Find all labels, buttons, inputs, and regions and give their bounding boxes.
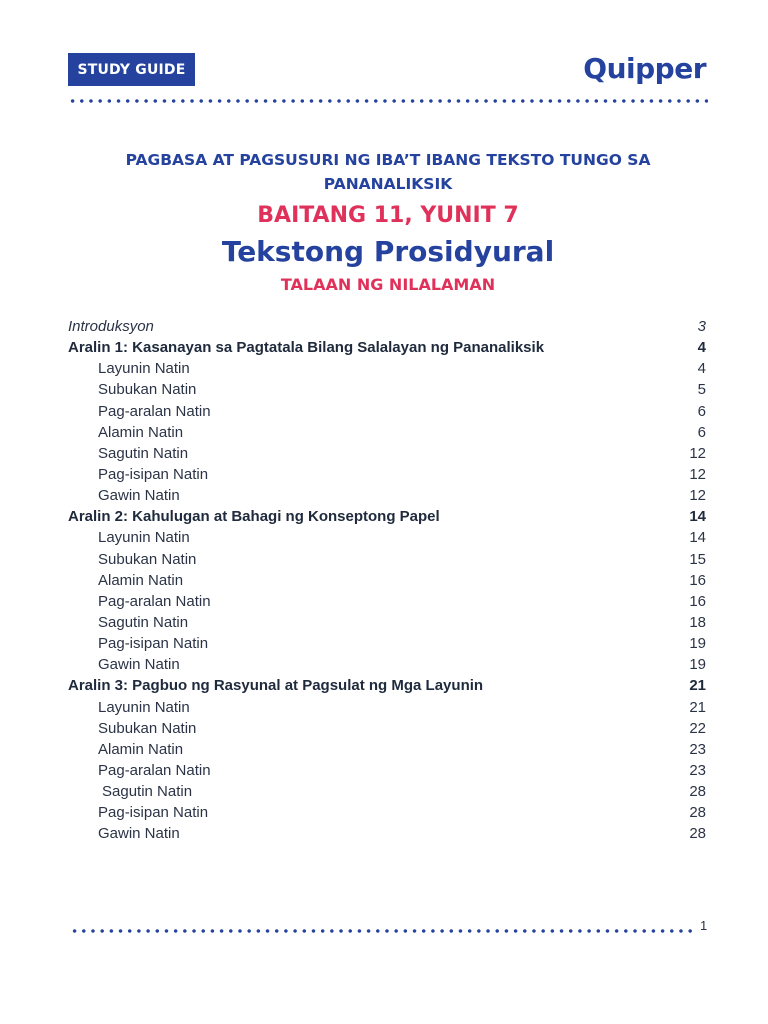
toc-label: Pag-isipan Natin xyxy=(98,635,209,653)
toc-label: Layunin Natin xyxy=(98,529,190,547)
toc-page: 28 xyxy=(689,825,706,843)
toc-label: Subukan Natin xyxy=(98,550,197,568)
toc-row-item xyxy=(68,802,706,823)
toc-label: Pag-isipan Natin xyxy=(98,466,209,484)
top-dotted-divider xyxy=(68,99,708,103)
document-header xyxy=(68,148,708,296)
toc-row-item xyxy=(68,697,706,718)
toc-label: Gawin Natin xyxy=(98,487,180,505)
toc-page: 19 xyxy=(689,656,706,674)
page-title: Tekstong Prosidyural xyxy=(221,235,555,268)
toc-label: Gawin Natin xyxy=(98,825,180,843)
subject-title: PAGBASA AT PAGSUSURI NG IBA’T IBANG TEKSTO TUNGO SA PANANALIKSIK xyxy=(125,151,651,193)
toc-page: 23 xyxy=(689,740,706,758)
toc-label: Alamin Natin xyxy=(98,571,184,589)
toc-label: Introduksyon xyxy=(68,318,154,336)
toc-row-item xyxy=(68,443,706,464)
page-number: 1 xyxy=(700,918,708,933)
toc-row-item xyxy=(68,485,706,506)
toc-page: 23 xyxy=(689,762,706,780)
toc-page: 18 xyxy=(689,614,706,632)
toc-row-lesson-3 xyxy=(68,675,706,696)
toc-label: Sagutin Natin xyxy=(98,444,189,462)
table-of-contents xyxy=(68,316,706,845)
toc-row-item xyxy=(68,654,706,675)
toc-label: Layunin Natin xyxy=(98,360,190,378)
toc-label: Pag-aralan Natin xyxy=(98,402,211,420)
toc-page: 16 xyxy=(689,571,706,589)
toc-row-item xyxy=(68,612,706,633)
toc-row-item xyxy=(68,549,706,570)
toc-page: 14 xyxy=(689,508,706,526)
toc-page: 6 xyxy=(697,402,706,420)
toc-row-item xyxy=(68,570,706,591)
toc-row-item xyxy=(68,464,706,485)
toc-page: 21 xyxy=(689,677,706,695)
grade-unit: BAITANG 11, YUNIT 7 xyxy=(257,203,519,228)
toc-label: Subukan Natin xyxy=(98,719,197,737)
toc-page: 22 xyxy=(689,719,706,737)
toc-row-item xyxy=(68,358,706,379)
toc-label: Sagutin Natin xyxy=(98,614,189,632)
toc-label: Pag-isipan Natin xyxy=(98,804,209,822)
toc-page: 3 xyxy=(697,318,706,336)
toc-page: 12 xyxy=(689,487,706,505)
toc-label: Sagutin Natin xyxy=(102,783,193,801)
toc-page: 5 xyxy=(697,381,706,399)
toc-label: Alamin Natin xyxy=(98,740,184,758)
toc-label: Aralin 1: Kasanayan sa Pagtatala Bilang Salalayan ng Pananaliksik xyxy=(68,339,545,357)
toc-label: Subukan Natin xyxy=(98,381,197,399)
quipper-logo: Quipper xyxy=(583,52,706,85)
toc-row-item xyxy=(68,401,706,422)
toc-page: 6 xyxy=(697,423,706,441)
toc-row-item xyxy=(68,422,706,443)
toc-row-item xyxy=(68,760,706,781)
toc-page: 28 xyxy=(689,783,706,801)
toc-page: 12 xyxy=(689,444,706,462)
toc-page: 21 xyxy=(689,698,706,716)
toc-row-lesson-2 xyxy=(68,506,706,527)
toc-page: 4 xyxy=(697,360,706,378)
toc-page: 14 xyxy=(689,529,706,547)
toc-page: 15 xyxy=(689,550,706,568)
toc-label: Pag-aralan Natin xyxy=(98,762,211,780)
bottom-dotted-divider xyxy=(70,929,692,933)
study-guide-badge: STUDY GUIDE xyxy=(68,53,195,86)
toc-row-item xyxy=(68,823,706,844)
toc-page: 28 xyxy=(689,804,706,822)
toc-row-item xyxy=(68,718,706,739)
toc-heading: TALAAN NG NILALAMAN xyxy=(280,275,496,294)
toc-label: Alamin Natin xyxy=(98,423,184,441)
toc-row-item xyxy=(68,781,706,802)
toc-row-item xyxy=(68,633,706,654)
toc-label: Pag-aralan Natin xyxy=(98,592,211,610)
toc-row-item xyxy=(68,591,706,612)
toc-page: 4 xyxy=(697,339,706,357)
toc-page: 12 xyxy=(689,466,706,484)
toc-label: Aralin 3: Pagbuo ng Rasyunal at Pagsulat ng Mga Layunin xyxy=(68,677,484,695)
toc-row-item xyxy=(68,527,706,548)
toc-label: Gawin Natin xyxy=(98,656,180,674)
toc-label: Layunin Natin xyxy=(98,698,190,716)
toc-label: Aralin 2: Kahulugan at Bahagi ng Konseptong Papel xyxy=(68,508,440,526)
toc-row-item xyxy=(68,739,706,760)
toc-page: 19 xyxy=(689,635,706,653)
toc-row-intro xyxy=(68,316,706,337)
toc-row-item xyxy=(68,379,706,400)
toc-page: 16 xyxy=(689,592,706,610)
toc-row-lesson-1 xyxy=(68,337,706,358)
